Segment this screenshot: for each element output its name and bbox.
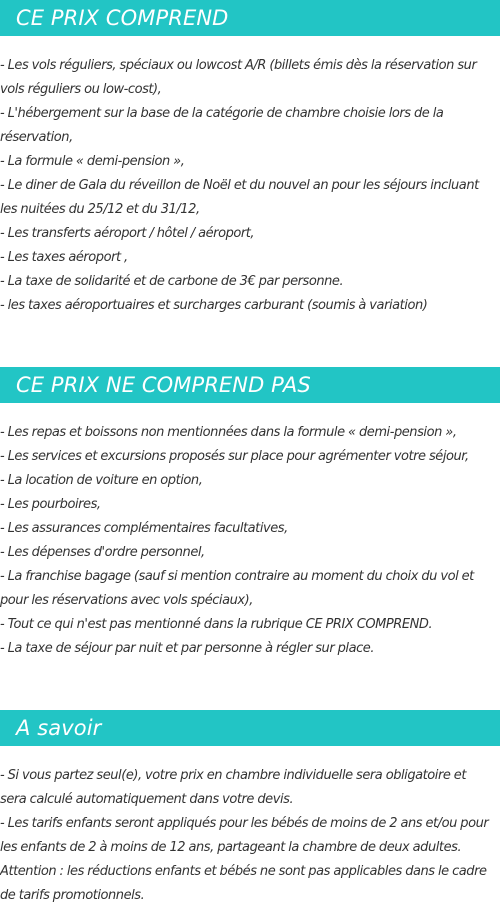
- text-line: - La formule « demi-pension »,: [0, 154, 185, 169]
- text-line: les enfants de 2 à moins de 12 ans, partageant la chambre de deux adultes.: [0, 840, 462, 855]
- text-line: - Tout ce qui n'est pas mentionné dans la rubrique CE PRIX COMPREND.: [0, 617, 433, 632]
- section-good-to-know: [0, 710, 500, 908]
- section-body: [0, 421, 500, 661]
- text-line: de tarifs promotionnels.: [0, 888, 145, 903]
- text-line: - Le diner de Gala du réveillon de Noël et du nouvel an pour les séjours incluant: [0, 178, 479, 193]
- text-line: réservation,: [0, 130, 73, 145]
- text-line: les nuitées du 25/12 et du 31/12,: [0, 202, 200, 217]
- section-body: [0, 54, 500, 318]
- text-line: - Les repas et boissons non mentionnées dans la formule « demi-pension »,: [0, 425, 457, 440]
- text-line: - Si vous partez seul(e), votre prix en chambre individuelle sera obligatoire et: [0, 768, 466, 783]
- section-included: [0, 0, 500, 318]
- text-line: - L'hébergement sur la base de la catégorie de chambre choisie lors de la: [0, 106, 444, 121]
- section-title: CE PRIX NE COMPREND PAS: [0, 367, 500, 403]
- text-line: - Les tarifs enfants seront appliqués pour les bébés de moins de 2 ans et/ou pour: [0, 816, 489, 831]
- text-line: - Les vols réguliers, spéciaux ou lowcost A/R (billets émis dès la réservation sur: [0, 58, 477, 73]
- text-line: - La taxe de solidarité et de carbone de 3€ par personne.: [0, 274, 344, 289]
- text-line: - La taxe de séjour par nuit et par personne à régler sur place.: [0, 641, 375, 656]
- text-line: sera calculé automatiquement dans votre devis.: [0, 792, 294, 807]
- text-line: - La location de voiture en option,: [0, 473, 203, 488]
- section-body: [0, 764, 500, 908]
- text-line: Attention : les réductions enfants et bébés ne sont pas applicables dans le cadre: [0, 864, 487, 879]
- text-line: - Les taxes aéroport ,: [0, 250, 128, 265]
- text-line: - La franchise bagage (sauf si mention contraire au moment du choix du vol et: [0, 569, 474, 584]
- text-line: vols réguliers ou low-cost),: [0, 82, 162, 97]
- text-line: - Les services et excursions proposés sur place pour agrémenter votre séjour,: [0, 449, 469, 464]
- text-line: pour les réservations avec vols spéciaux),: [0, 593, 253, 608]
- section-not-included: [0, 367, 500, 661]
- section-title: A savoir: [0, 710, 500, 746]
- section-title: CE PRIX COMPREND: [0, 0, 500, 36]
- text-line: - Les dépenses d'ordre personnel,: [0, 545, 205, 560]
- text-line: - Les pourboires,: [0, 497, 101, 512]
- text-line: - les taxes aéroportuaires et surcharges carburant (soumis à variation): [0, 298, 428, 313]
- text-line: - Les transferts aéroport / hôtel / aéroport,: [0, 226, 255, 241]
- text-line: - Les assurances complémentaires facultatives,: [0, 521, 288, 536]
